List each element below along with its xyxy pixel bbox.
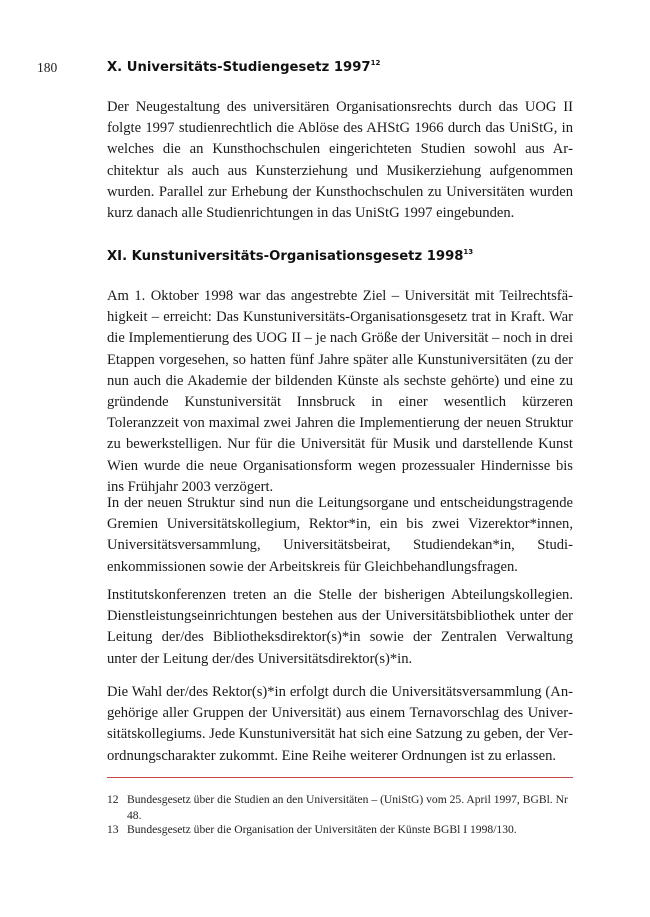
body-paragraph: Institutskonferenzen treten an die Stelle der bisherigen Abteilungskollegien. Dienstleistungseinrichtungen bestehen aus der Universitätsbibliothek unter der Leitung der/des Bibliotheksdirektor(s)*in sowie der Zentralen Verwaltung unter der Leitung der/des Universitätsdirektor(s)*in. — [107, 587, 573, 667]
section-heading-text: X. Universitäts-Studiengesetz 1997 — [107, 60, 371, 75]
body-paragraph: Der Neugestaltung des universitären Organisationsrechts durch das UOG II folgte 1997 studienrechtlich die Ablöse des AHStG 1966 durch das UniStG, in welches die an Kunsthochschulen eingerichteten Studien sowohl aus Architektur als auch aus Kunsterziehung und Musikerziehung aufgenommen wurden. Parallel zur Erhebung der Kunsthochschulen zu Universitäten wurden kurz danach alle Studienrichtungen in das UniStG 1997 eingebunden. — [107, 99, 573, 222]
footnote-text: Bundesgesetz über die Studien an den Universitäten – (UniStG) vom 25. April 1997, BGBl. Nr 48. — [127, 793, 568, 822]
footnote-13 — [107, 822, 573, 838]
body-paragraph: Am 1. Oktober 1998 war das angestrebte Ziel – Universität mit Teilrechtsfähigkeit – erreicht: Das Kunstuniversitäts-Organisationsgesetz trat in Kraft. War die Implementierung des UOG II – je nach Größe der Universität – noch in drei Etappen vorgesehen, so hatten fünf Jahre später alle Kunstuniversitäten (zu der nun auch die Akademie der bildenden Künste als sechste gehörte) und eine zu gründende Kunstuniversität Innsbruck in einer wesentlich kürzeren Toleranzzeit von maximal zwei Jahren die Implementierung der neuen Struktur zu bewerkstelligen. Nur für die Universität für Musik und darstellende Kunst Wien wurde die neue Organisationsform wegen prozessualer Hindernisse bis ins Frühjahr 2003 verzögert. — [107, 288, 573, 495]
footnote-divider — [107, 777, 573, 778]
footnote-ref-12[interactable]: 12 — [370, 59, 381, 67]
footnote-number: 12 — [107, 793, 119, 806]
section-heading-xi — [107, 248, 577, 264]
footnote-text: Bundesgesetz über die Organisation der Universitäten der Künste BGBl I 1998/130. — [127, 823, 517, 836]
page-number: 180 — [37, 60, 58, 75]
section-heading-x — [107, 59, 577, 75]
body-paragraph: In der neuen Struktur sind nun die Leitungsorgane und entscheidungstragende Gremien Universitätskollegium, Rektor*in, ein bis zwei Vizerektor*innen, Universitätsversammlung, Universitätsbeirat, Studiendekan*in, Studienkommissionen sowie der Arbeitskreis für Gleichbehandlungsfragen. — [107, 495, 573, 575]
footnote-12 — [107, 792, 573, 824]
footnote-ref-13[interactable]: 13 — [463, 248, 474, 256]
footnote-number: 13 — [107, 823, 119, 836]
body-paragraph: Die Wahl der/des Rektor(s)*in erfolgt durch die Universitätsversammlung (Angehörige aller Gruppen der Universität) aus einem Ternavorschlag des Universitätskollegiums. Jede Kunstuniversität hat sich eine Satzung zu geben, der Verordnungscharakter zukommt. Eine Reihe weiterer Ordnungen ist zu erlassen. — [107, 684, 573, 764]
section-heading-text: XI. Kunstuniversitäts-Organisationsgesetz 1998 — [107, 249, 464, 264]
